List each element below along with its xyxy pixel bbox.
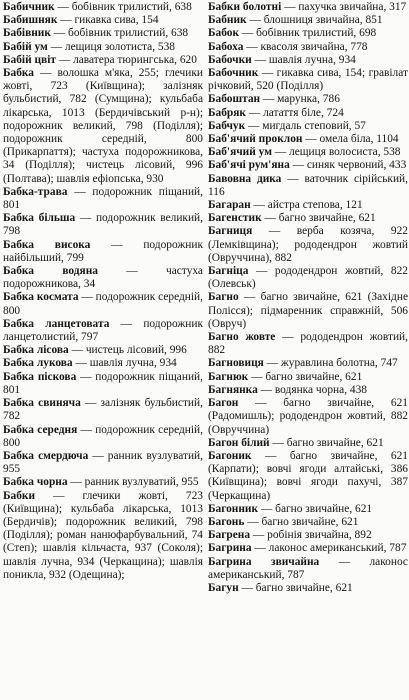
entry-definition: — синяк червоний, 433 — [289, 159, 407, 172]
entry-headword: Бабка чорна — [3, 476, 68, 489]
entry-headword: Бабник — [208, 14, 247, 27]
entry-definition: — волошка м'яка, 255; глечики жовті, 723 (Київщина); залізняк бульбистий, 782 (Сумщина); кульбаба лікарська, 1013 (Бердичівський р-н); подорожник великий, 798 (Поділля); подорожник середній, 800 (Прикарпаття); частуха подорожникова, 34 (Поділля); чистець лісовий, 996 (Полтава); шавлія ефіопська, 930 — [3, 67, 203, 185]
entry-definition: — рододендрон жовтий, 822 (Олевськ) — [208, 265, 408, 291]
entry-headword: Бабка водяна — [3, 265, 98, 278]
entry-headword: Багрена — [208, 529, 251, 542]
dictionary-entry — [3, 14, 203, 27]
entry-definition: — шавлія лучна, 934 — [251, 53, 356, 66]
entry-headword: Багаран — [208, 199, 251, 212]
entry-headword: Бабка лукова — [3, 357, 73, 370]
entry-headword: Багновиця — [208, 357, 264, 370]
entry-definition: — подорожник найбільший, 799 — [3, 238, 203, 264]
entry-definition: — багно звичайне, 621 — [269, 436, 384, 449]
dictionary-entry — [208, 173, 408, 199]
dictionary-entry — [208, 1, 408, 14]
entry-headword: Багон білий — [208, 436, 270, 449]
entry-headword: Баб'ячі рум'яна — [208, 159, 290, 172]
entry-definition: — ваточник сірійський, 116 — [208, 172, 408, 198]
dictionary-entry — [208, 199, 408, 212]
entry-definition: — лещиця золотиста, 538 — [47, 40, 175, 53]
entry-headword: Бабка більша — [3, 212, 76, 225]
entry-headword: Бабочник — [208, 67, 259, 80]
dictionary-entry — [208, 54, 408, 67]
entry-headword: Багно — [208, 291, 239, 304]
entry-headword: Багон — [208, 397, 239, 410]
entry-definition: — блошниця звичайна, 851 — [246, 14, 383, 27]
dictionary-entry — [3, 344, 203, 357]
entry-definition: — омела біла, 1104 — [302, 133, 399, 146]
entry-definition: — подорожник середній, 800 — [3, 423, 203, 449]
entry-headword: Бабка смердюча — [3, 449, 89, 462]
entry-definition: — водянка чорна, 438 — [257, 383, 367, 396]
dictionary-entry — [3, 1, 203, 14]
entry-definition: — багно звичайне, 621 — [244, 515, 359, 528]
entry-definition: — лаконос американський, 787 — [251, 542, 407, 555]
entry-definition: — лаконос американський, 787 — [208, 555, 408, 581]
entry-definition: — багно звичайне, 621 — [258, 502, 373, 515]
entry-definition: — багно звичайне, 621 (Радомишль); рододендрон жовтий, 882 (Овруччина) — [208, 397, 408, 436]
dictionary-entry — [208, 357, 408, 370]
dictionary-entry — [208, 27, 408, 40]
dictionary-entry — [3, 357, 203, 370]
entry-definition: — чистець лісовий, 996 — [68, 344, 187, 357]
dictionary-entry — [208, 556, 408, 582]
entry-definition: — ранник вузлуватий, 955 — [67, 476, 199, 489]
dictionary-entry — [208, 107, 408, 120]
dictionary-entry — [3, 318, 203, 344]
entry-headword: Бабичник — [3, 1, 55, 13]
entry-headword: Багонь — [208, 515, 245, 528]
entry-headword: Багниця — [208, 225, 253, 238]
entry-definition: — латаття біле, 724 — [245, 106, 344, 119]
dictionary-entry — [3, 67, 203, 186]
entry-headword: Бабочки — [208, 53, 252, 66]
entry-headword: Баб'ячий проклон — [208, 133, 303, 146]
dictionary-entry — [3, 265, 203, 291]
dictionary-entry — [208, 146, 408, 159]
entry-definition: — пахучка звичайна, 317 — [281, 1, 407, 13]
entry-definition: — бобівник трилистий, 638 — [50, 27, 189, 40]
entry-headword: Багенстик — [208, 212, 262, 225]
entry-headword: Бабка-трава — [3, 185, 68, 198]
dictionary-entry — [208, 14, 408, 27]
dictionary-entry — [208, 529, 408, 542]
entry-headword: Бабка — [3, 67, 35, 80]
entry-definition: — верба козяча, 922 (Лемківщина); рододендрон жовтий (Овруччина), 882 — [208, 225, 408, 264]
entry-headword: Бабок — [208, 27, 240, 40]
entry-headword: Бабка космата — [3, 291, 79, 304]
dictionary-entry — [208, 225, 408, 265]
entry-definition: — подорожник середній, 800 — [3, 291, 203, 317]
dictionary-entry — [208, 450, 408, 503]
entry-headword: Бабка ланцетовата — [3, 317, 110, 330]
dictionary-entry — [208, 331, 408, 357]
dictionary-entry — [3, 239, 203, 265]
dictionary-entry — [208, 503, 408, 516]
entry-definition: — рододендрон жовтий, 882 — [208, 331, 408, 357]
dictionary-entry — [208, 291, 408, 331]
entry-headword: Бабряк — [208, 106, 246, 119]
dictionary-entry — [3, 450, 203, 476]
entry-definition: — багно звичайне, 621 — [248, 370, 363, 383]
entry-definition: — бобівник трилистий, 638 — [54, 1, 192, 13]
dictionary-entry — [208, 93, 408, 106]
dictionary-entry — [3, 490, 203, 582]
dictionary-entry — [3, 397, 203, 423]
entry-headword: Бабка середня — [3, 423, 78, 436]
dictionary-entry — [208, 67, 408, 93]
entry-definition: — глечики жовті, 723 (Київщина); кульбаба лікарська, 1013 (Бердичів); подорожник великий, 798 (Поділля); роман нанюфарбувальний, 74 (Степ); шавлія кільчаста, 937 (Соколя); шавлія лучна, 934 (Черкащина); шавлія поникла, 932 (Одещина); — [3, 489, 203, 581]
entry-headword: Багоник — [208, 449, 252, 462]
entry-definition: — багно звичайне, 621 (Карпати); вовчі ягоди алтайські, 386 (Київщина); вовчі ягоди пахучі, 387 (Черкащина) — [208, 449, 408, 502]
entry-definition: — журавлина болотна, 747 — [263, 357, 398, 370]
entry-definition: — айстра степова, 121 — [250, 199, 363, 212]
column-left — [3, 1, 203, 700]
entry-definition: — квасоля звичайна, 778 — [243, 40, 368, 53]
entry-definition: — гикавка сива, 154; гравілат річковий, 520 (Поділля) — [208, 67, 408, 93]
entry-definition: — лаватера тюрингська, 620 — [55, 53, 197, 66]
entry-headword: Багнянка — [208, 383, 258, 396]
dictionary-entry — [208, 542, 408, 555]
dictionary-entry — [3, 476, 203, 489]
entry-headword: Бабишняк — [3, 14, 58, 27]
entry-headword: Багніца — [208, 265, 249, 278]
entry-headword: Багонник — [208, 502, 259, 515]
entry-definition: — ранник вузлуватий, 955 — [3, 449, 204, 476]
entry-headword: Бабоштан — [208, 93, 261, 106]
entry-headword: Бабка свиняча — [3, 397, 81, 410]
dictionary-entry — [208, 371, 408, 384]
dictionary-entry — [208, 120, 408, 133]
dictionary-entry — [208, 384, 408, 397]
dictionary-entry — [3, 41, 203, 54]
entry-headword: Бабки болотні — [208, 1, 282, 13]
dictionary-entry — [3, 291, 203, 317]
entry-definition: — багно звичайне, 621 — [261, 212, 376, 225]
entry-headword: Багрина звичайна — [208, 555, 320, 568]
entry-headword: Бабоха — [208, 40, 244, 53]
entry-headword: Багно жовте — [208, 331, 276, 344]
entry-headword: Бавовна дика — [208, 172, 282, 185]
entry-definition: — мигдаль степовий, 57 — [245, 119, 366, 132]
column-right — [208, 1, 408, 700]
entry-definition: — бобівник трилистий, 698 — [239, 27, 377, 40]
entry-definition: — гикавка сива, 154 — [57, 14, 159, 27]
entry-headword: Багун — [208, 581, 239, 594]
entry-headword: Багрина — [208, 542, 252, 555]
entry-definition: — багно звичайне, 621 (Західне Полісся); підмаренник справжній, 506 (Овруч) — [208, 291, 408, 330]
entry-headword: Бабка піскова — [3, 370, 77, 383]
entry-headword: Бабчук — [208, 119, 246, 132]
entry-headword: Бабій цвіт — [3, 53, 56, 66]
entry-headword: Баб'ячий ум — [208, 146, 272, 159]
dictionary-entry — [3, 186, 203, 212]
entry-definition: — частуха подорожникова, 34 — [3, 265, 203, 291]
dictionary-entry — [3, 371, 203, 397]
entry-definition: — залізняк бульбистий, 782 — [3, 397, 203, 423]
dictionary-entry — [208, 265, 408, 291]
dictionary-entry — [208, 437, 408, 450]
dictionary-entry — [208, 212, 408, 225]
entry-headword: Бабка висока — [3, 238, 91, 251]
entry-headword: Багнюк — [208, 370, 249, 383]
entry-headword: Бабівник — [3, 27, 51, 40]
entry-definition: — подорожник піщаний, 801 — [3, 370, 203, 396]
entry-definition: — шавлія лучна, 934 — [72, 357, 177, 370]
dictionary-entry — [3, 54, 203, 67]
entry-headword: Бабій ум — [3, 40, 48, 53]
dictionary-entry — [208, 516, 408, 529]
entry-headword: Бабки — [3, 489, 36, 502]
dictionary-entry — [208, 41, 408, 54]
entry-definition: — лещиця волосиста, 538 — [271, 146, 401, 159]
dictionary-entry — [208, 582, 408, 595]
entry-headword: Бабка лісова — [3, 344, 69, 357]
dictionary-entry — [208, 159, 408, 172]
dictionary-entry — [3, 27, 203, 40]
dictionary-entry — [3, 212, 203, 238]
dictionary-entry — [3, 424, 203, 450]
entry-definition: — подорожник великий, 798 — [3, 212, 203, 238]
entry-definition: — марунка, 786 — [260, 93, 340, 106]
entry-definition: — багно звичайне, 621 — [238, 581, 353, 594]
dictionary-entry — [208, 397, 408, 437]
entry-definition: — робінія звичайна, 892 — [250, 529, 372, 542]
entry-definition: — подорожник піщаний, 801 — [3, 185, 203, 212]
dictionary-entry — [208, 133, 408, 146]
entry-definition: — подорожник ланцетолистий, 797 — [3, 317, 203, 344]
